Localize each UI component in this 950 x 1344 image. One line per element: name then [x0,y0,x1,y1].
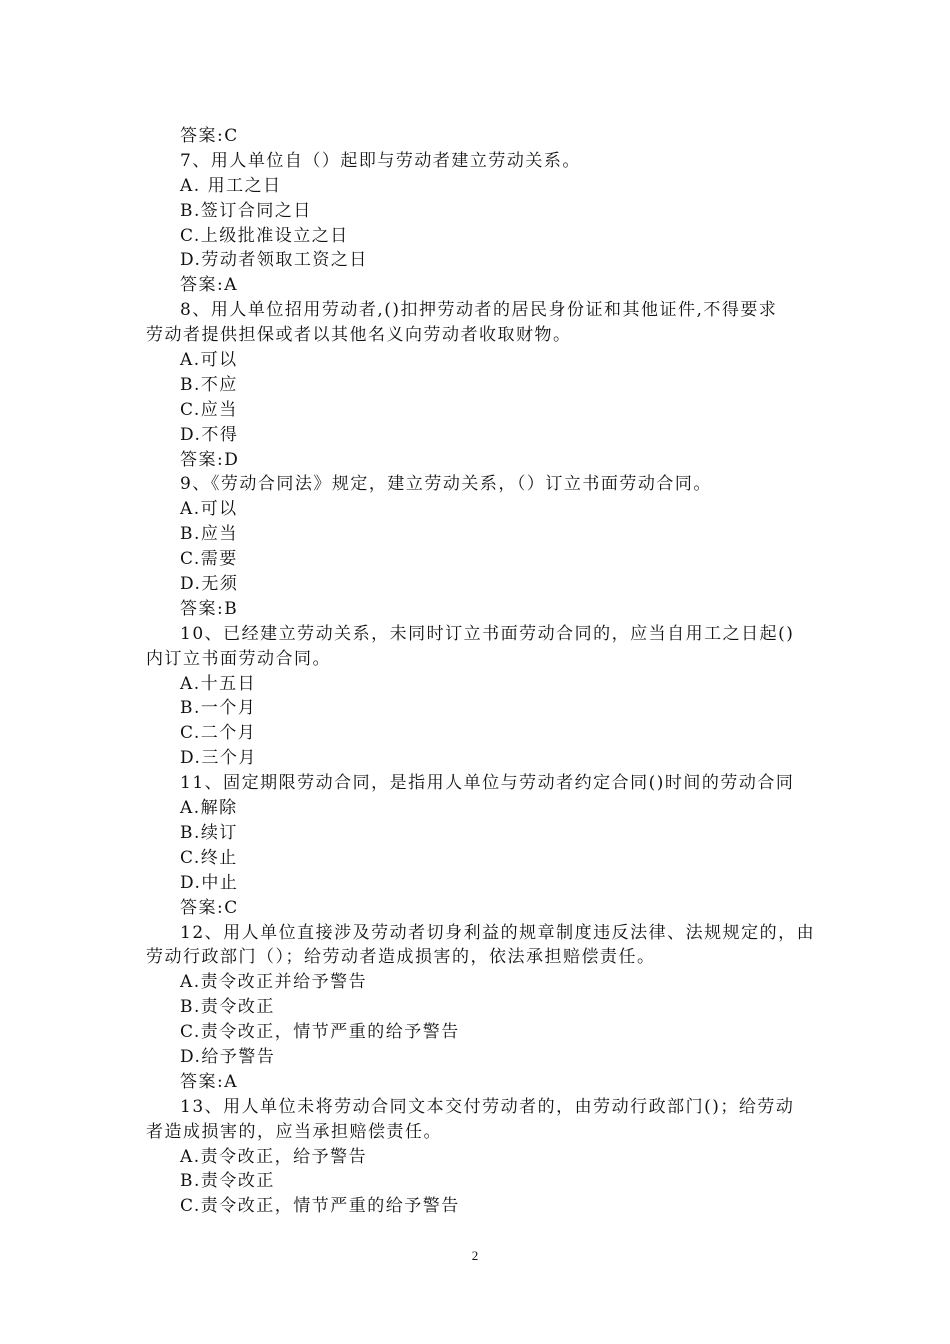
text-line: D.无须 [180,574,239,595]
text-line: A.可以 [180,350,238,371]
text-line: C.二个月 [180,723,257,744]
text-line: B.续订 [180,822,238,843]
text-line: 7、用人单位自（）起即与劳动者建立劳动关系。 [180,150,581,171]
text-line: 答案:A [180,275,239,296]
text-line: B.责令改正 [180,997,275,1018]
text-line: C.需要 [180,549,238,570]
page-number: 2 [471,1248,479,1263]
text-line: 答案:A [180,1071,239,1092]
text-line: C.终止 [180,847,238,868]
text-line: D.不得 [180,424,239,445]
text-line: D.三个月 [180,748,257,769]
text-line: D.给予警告 [180,1046,276,1067]
text-line: B.不应 [180,374,238,395]
text-line: B.一个月 [180,698,257,719]
page-body [146,124,816,1219]
text-line: D.劳动者领取工资之日 [180,250,368,271]
text-line: 内订立书面劳动合同。 [146,648,331,669]
text-line: 9、《劳动合同法》规定，建立劳动关系，（）订立书面劳动合同。 [180,474,712,495]
text-line: 13、用人单位未将劳动合同文本交付劳动者的，由劳动行政部门()；给劳动 [180,1096,795,1117]
text-line: A.十五日 [180,673,257,694]
text-line: 者造成损害的，应当承担赔偿责任。 [146,1121,442,1142]
text-line: C.责令改正，情节严重的给予警告 [180,1022,460,1043]
text-line: A.解除 [180,798,238,819]
text-line: A.责令改正，给予警告 [180,1146,368,1167]
text-line: D.中止 [180,872,239,893]
text-line: 10、已经建立劳动关系，未同时订立书面劳动合同的，应当自用工之日起() [180,623,795,644]
text-line: A.可以 [180,499,238,520]
text-line: 劳动者提供担保或者以其他名义向劳动者收取财物。 [146,325,572,346]
text-line: 答案:C [180,126,239,146]
text-line: 12、用人单位直接涉及劳动者切身利益的规章制度违反法律、法规规定的，由 [180,922,816,943]
text-line: 8、用人单位招用劳动者,()扣押劳动者的居民身份证和其他证件,不得要求 [180,300,778,321]
text-line: C.上级批准设立之日 [180,225,349,246]
text-line: 答案:D [180,449,240,470]
text-line: 答案:C [180,897,239,918]
text-line: A. 用工之日 [180,175,282,196]
text-line: B.签订合同之日 [180,200,312,221]
text-line: C.责令改正，情节严重的给予警告 [180,1196,460,1217]
text-line: 劳动行政部门（）；给劳动者造成损害的，依法承担赔偿责任。 [146,947,656,968]
text-line: B.应当 [180,524,238,545]
text-line: 11、固定期限劳动合同，是指用人单位与劳动者约定合同()时间的劳动合同 [180,773,795,794]
text-line: A.责令改正并给予警告 [180,972,368,993]
text-line: 答案:B [180,598,239,619]
text-line: C.应当 [180,399,238,420]
text-line: B.责令改正 [180,1171,275,1192]
